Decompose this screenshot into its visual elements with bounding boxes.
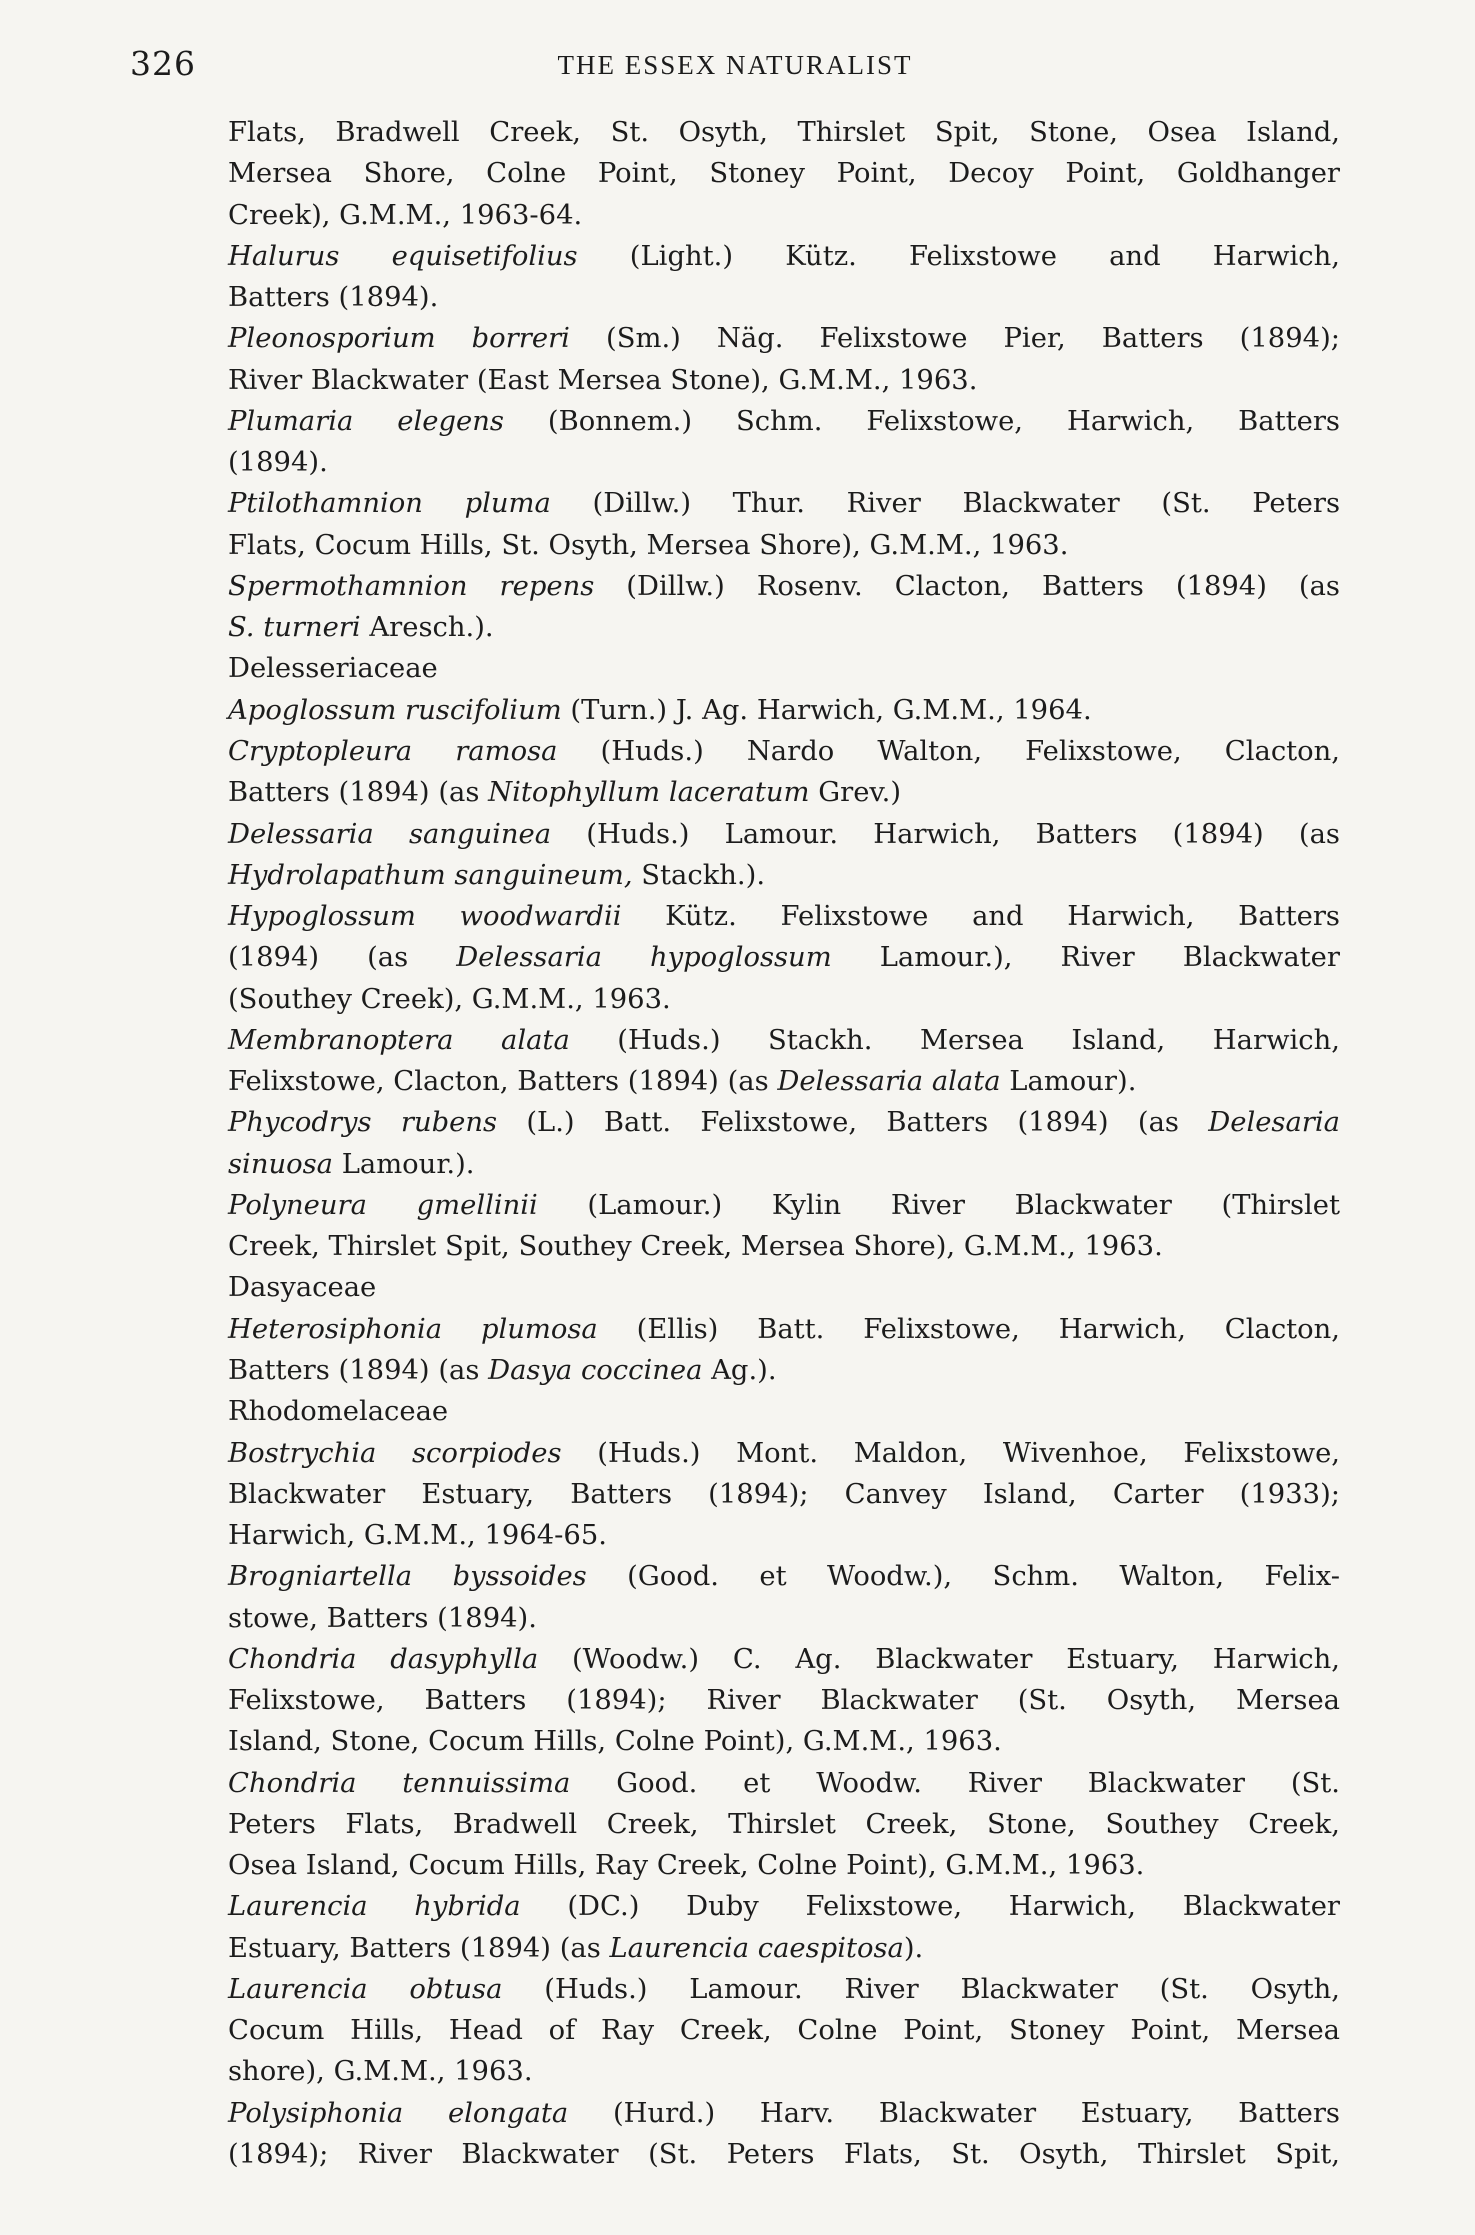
line-text: (DC.) Duby Felixstowe, Harwich, Blackwater <box>520 1891 1340 1923</box>
species-name: Nitophyllum laceratum <box>488 777 810 809</box>
line-text: Creek, Thirslet Spit, Southey Creek, Mersea Shore), G.M.M., 1963. <box>228 1231 1163 1263</box>
text-line <box>228 1144 1340 1185</box>
line-text: Delesseriaceae <box>228 653 438 685</box>
line-text: Kütz. Felixstowe and Harwich, Batters <box>621 901 1340 933</box>
line-text: (Huds.) Mont. Maldon, Wivenhoe, Felixstowe, <box>561 1437 1340 1469</box>
species-name: Phycodrys rubens <box>228 1107 498 1139</box>
species-list <box>228 112 1340 2175</box>
line-text: Lamour). <box>1000 1066 1137 1098</box>
text-line <box>228 855 1340 896</box>
text-line <box>228 1391 1340 1432</box>
text-line <box>228 401 1340 442</box>
line-text: Batters (1894) (as <box>228 777 489 809</box>
line-text: Island, Stone, Cocum Hills, Colne Point), G.M.M., 1963. <box>228 1726 1002 1758</box>
species-name: Spermothamnion repens <box>228 570 595 602</box>
species-name: Delessaria alata <box>777 1066 1001 1098</box>
text-line <box>228 1309 1340 1350</box>
text-line <box>228 1845 1340 1886</box>
line-text: Flats, Bradwell Creek, St. Osyth, Thirslet Spit, Stone, Osea Island, <box>228 117 1340 148</box>
text-line <box>228 2010 1340 2051</box>
line-text: (Turn.) J. Ag. Harwich, G.M.M., 1964. <box>561 694 1092 726</box>
line-text: (Bonnem.) Schm. Felixstowe, Harwich, Batters <box>503 405 1340 437</box>
species-name: Dasya coccinea <box>488 1354 703 1386</box>
line-text: Peters Flats, Bradwell Creek, Thirslet Creek, Stone, Southey Creek, <box>228 1808 1340 1840</box>
line-text: Blackwater Estuary, Batters (1894); Canvey Island, Carter (1933); <box>228 1478 1340 1510</box>
line-text: ). <box>903 1932 924 1964</box>
text-line <box>228 1102 1340 1143</box>
text-line <box>228 1804 1340 1845</box>
text-line <box>228 2093 1340 2134</box>
text-line <box>228 2134 1340 2175</box>
text-line <box>228 1969 1340 2010</box>
running-title: THE ESSEX NATURALIST <box>557 50 913 80</box>
line-text: (Huds.) Lamour. Harwich, Batters (1894) (as <box>551 818 1340 850</box>
line-text: (Lamour.) Kylin River Blackwater (Thirslet <box>537 1189 1340 1221</box>
line-text: Lamour.). <box>332 1148 475 1180</box>
species-name: Membranoptera alata <box>228 1024 570 1056</box>
line-text: Creek), G.M.M., 1963-64. <box>228 199 583 231</box>
line-text: River Blackwater (East Mersea Stone), G.M.M., 1963. <box>228 364 978 396</box>
line-text: (Woodw.) C. Ag. Blackwater Estuary, Harwich, <box>538 1643 1340 1675</box>
text-line <box>228 1721 1340 1762</box>
line-text: (L.) Batt. Felixstowe, Batters (1894) (as <box>497 1107 1209 1139</box>
text-line <box>228 1185 1340 1226</box>
text-line <box>228 1763 1340 1804</box>
text-line <box>228 1226 1340 1267</box>
species-name: Hydrolapathum sanguineum, <box>228 859 633 891</box>
species-name: Ptilothamnion pluma <box>228 488 551 520</box>
species-name: Delesaria <box>1208 1107 1340 1139</box>
line-text: (Southey Creek), G.M.M., 1963. <box>228 983 671 1015</box>
species-name: Hypoglossum woodwardii <box>228 901 622 933</box>
line-text: (1894) (as <box>228 942 457 974</box>
line-text: Batters (1894) (as <box>228 1354 489 1386</box>
line-text: Estuary, Batters (1894) (as <box>228 1932 610 1964</box>
species-name: Polyneura gmellinii <box>228 1189 538 1221</box>
line-text: (1894); River Blackwater (St. Peters Flats, St. Osyth, Thirslet Spit, <box>228 2139 1340 2171</box>
line-text: Stackh.). <box>632 859 766 891</box>
text-line <box>228 1267 1340 1308</box>
line-text: Felixstowe, Clacton, Batters (1894) (as <box>228 1066 778 1098</box>
page-header <box>130 44 1340 94</box>
line-text: (1894). <box>228 447 328 479</box>
text-line <box>228 525 1340 566</box>
text-line <box>228 277 1340 318</box>
text-line <box>228 772 1340 813</box>
species-name: Delessaria sanguinea <box>228 818 552 850</box>
text-line <box>228 1020 1340 1061</box>
species-name: Halurus equisetifolius <box>228 240 578 272</box>
text-line <box>228 690 1340 731</box>
line-text: Lamour.), River Blackwater <box>831 942 1340 974</box>
text-line <box>228 731 1340 772</box>
species-name: Apoglossum ruscifolium <box>228 694 562 726</box>
line-text: Grev.) <box>809 777 902 809</box>
text-line <box>228 566 1340 607</box>
text-line <box>228 1061 1340 1102</box>
text-line <box>228 1556 1340 1597</box>
species-name: Laurencia obtusa <box>228 1973 503 2005</box>
page-number: 326 <box>130 44 196 83</box>
species-name: S. turneri <box>228 612 361 644</box>
line-text: Batters (1894). <box>228 282 439 314</box>
species-name: Chondria dasyphylla <box>228 1643 539 1675</box>
text-line <box>228 1350 1340 1391</box>
line-text: Harwich, G.M.M., 1964-65. <box>228 1520 607 1552</box>
species-name: Laurencia caespitosa <box>609 1932 904 1964</box>
text-line <box>228 979 1340 1020</box>
text-line <box>228 1680 1340 1721</box>
species-name: Polysiphonia elongata <box>228 2097 569 2129</box>
line-text: Osea Island, Cocum Hills, Ray Creek, Colne Point), G.M.M., 1963. <box>228 1850 1145 1882</box>
species-name: Brogniartella byssoides <box>228 1561 587 1593</box>
line-text: Felixstowe, Batters (1894); River Blackwater (St. Osyth, Mersea <box>228 1685 1340 1717</box>
line-text: (Sm.) Näg. Felixstowe Pier, Batters (1894); <box>569 323 1340 355</box>
text-line <box>228 896 1340 937</box>
text-line <box>228 607 1340 648</box>
species-name: Delessaria hypoglossum <box>456 942 832 974</box>
line-text: (Huds.) Stackh. Mersea Island, Harwich, <box>569 1024 1340 1056</box>
line-text: (Hurd.) Harv. Blackwater Estuary, Batters <box>568 2097 1340 2129</box>
line-text: Rhodomelaceae <box>228 1396 449 1428</box>
species-name: Chondria tennuissima <box>228 1767 571 1799</box>
line-text: Good. et Woodw. River Blackwater (St. <box>570 1767 1340 1799</box>
text-line <box>228 937 1340 978</box>
line-text: (Good. et Woodw.), Schm. Walton, Felix- <box>586 1561 1340 1593</box>
line-text: Cocum Hills, Head of Ray Creek, Colne Point, Stoney Point, Mersea <box>228 2015 1340 2047</box>
text-line <box>228 236 1340 277</box>
text-line <box>228 2051 1340 2092</box>
text-line <box>228 442 1340 483</box>
text-line <box>228 483 1340 524</box>
line-text: (Huds.) Nardo Walton, Felixstowe, Clacton, <box>557 735 1341 767</box>
line-text: (Dillw.) Rosenv. Clacton, Batters (1894) (as <box>594 570 1340 602</box>
species-name: Laurencia hybrida <box>228 1891 521 1923</box>
text-line <box>228 195 1340 236</box>
line-text: Flats, Cocum Hills, St. Osyth, Mersea Shore), G.M.M., 1963. <box>228 529 1069 561</box>
text-line <box>228 1928 1340 1969</box>
line-text: stowe, Batters (1894). <box>228 1602 537 1634</box>
text-line <box>228 112 1340 153</box>
species-name: Plumaria elegens <box>228 405 504 437</box>
line-text: shore), G.M.M., 1963. <box>228 2056 533 2088</box>
line-text: (Light.) Kütz. Felixstowe and Harwich, <box>577 240 1340 272</box>
text-line <box>228 153 1340 194</box>
text-line <box>228 1515 1340 1556</box>
text-line <box>228 1474 1340 1515</box>
species-name: Bostrychia scorpiodes <box>228 1437 562 1469</box>
text-line <box>228 1886 1340 1927</box>
text-line <box>228 814 1340 855</box>
text-line <box>228 318 1340 359</box>
text-line <box>228 1598 1340 1639</box>
text-line <box>228 1639 1340 1680</box>
text-line <box>228 1433 1340 1474</box>
line-text: (Ellis) Batt. Felixstowe, Harwich, Clacton, <box>597 1313 1340 1345</box>
species-name: Cryptopleura ramosa <box>228 735 558 767</box>
species-name: sinuosa <box>228 1148 333 1180</box>
line-text: (Dillw.) Thur. River Blackwater (St. Peters <box>550 488 1340 520</box>
line-text: (Huds.) Lamour. River Blackwater (St. Osyth, <box>502 1973 1340 2005</box>
species-name: Heterosiphonia plumosa <box>228 1313 598 1345</box>
text-line <box>228 360 1340 401</box>
line-text: Ag.). <box>702 1354 777 1386</box>
line-text: Mersea Shore, Colne Point, Stoney Point, Decoy Point, Goldhanger <box>228 158 1340 190</box>
text-line <box>228 648 1340 689</box>
species-name: Pleonosporium borreri <box>228 323 570 355</box>
line-text: Aresch.). <box>360 612 494 644</box>
line-text: Dasyaceae <box>228 1272 377 1304</box>
